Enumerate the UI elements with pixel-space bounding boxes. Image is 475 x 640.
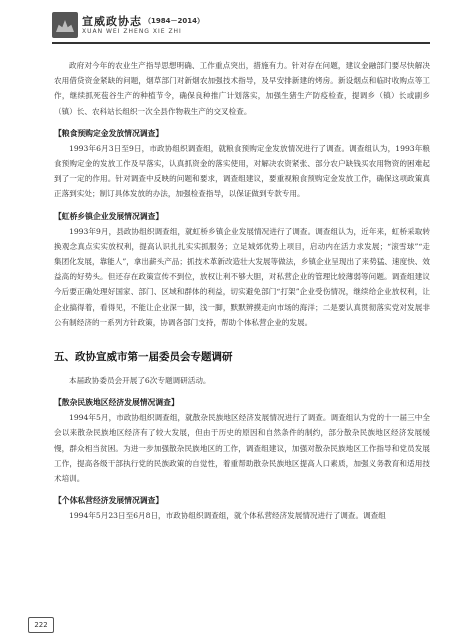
page-body [54, 58, 430, 523]
header-rule [52, 42, 430, 44]
section-body-ethnic-economy: 1994年5月，市政协组织调查组，就散杂民族地区经济发展情况进行了调查。调查组认为党的十一届三中全会以来散杂民族地区经济有了较大发展，但由于历史的原因和自然条件的制约，部分散杂民族地区经济发展缓慢，群众相当贫困。为进一步加强散杂民族地区的工作，调查组建议，加强对散杂民族地区工作指导和党员发展工作，提高各级干部执行党的民族政策的自觉性，着重帮助散杂民族地区提高人口素质，加强义务教育和适用技术培训。 [54, 413, 430, 484]
section-title-private-economy: 【个体私营经济发展情况调查】 [54, 496, 164, 506]
section-body-hongqiao-enterprise: 1993年9月，县政协组织调查组，就虹桥乡镇企业发展情况进行了调查。调查组认为，近年来，虹桥采取转换观念真点实实放权利，提高认识扎扎实实抓服务；立足城郊优势上项目，启动内在活力求发展；“滚雪球”“走集团化发展，靠能人”，拿出薪头产品；抓技术革新改造壮大发展等做法，乡镇企业呈现出了来势猛、速度快、效益高的好势头。但还存在政策宣传不到位，放权让利不够大胆，对私营企业的管理比较薄弱等问题。调查组建议今后要正确处理好国家、部门、区域和群体的利益，切实避免部门“打架”企业受伤情况，继续给企业放权利，让企业搞得着，看得见，不能让企业深一脚，浅一脚，默默辨摸走向市场的海洋；二是要认真贯彻落实党对发展非公有制经济的一系列方针政策，协调各部门支持，帮助个体私营企业的发展。 [54, 226, 430, 327]
page-number: 222 [28, 617, 54, 633]
book-years: （1984－2014） [144, 17, 204, 25]
chapter-intro: 本届政协委员会开展了6次专题调研活动。 [69, 376, 211, 386]
book-pinyin: XUAN WEI ZHENG XIE ZHI [82, 28, 182, 35]
book-title: 宣威政协志 [82, 15, 142, 28]
cppcc-emblem-icon [52, 12, 78, 38]
intro-paragraph: 政府对今年的农业生产指导思想明确、工作重点突出，措施有力。针对存在问题，建议金融部门要尽快解决农用借贷资金紧缺的问题，烟草部门对新烟农加强技术指导，及早安排新建的烤房。新设烟点和临时收购点等工作，继续抓死苞谷生产的种植节令，确保良种推广计划落实，加强生猪生产防疫检查，提调乡（镇）长或副乡（镇）长、农科站长组织一次全县作物栽生产的交叉检查。 [54, 61, 430, 116]
section-title-grain-deposit: 【粮食预购定金发放情况调查】 [54, 128, 164, 138]
section-title-ethnic-economy: 【散杂民族地区经济发展情况调查】 [54, 398, 179, 408]
section-body-private-economy: 1994年5月23日至6月8日，市政协组织调查组，就个体私营经济发展情况进行了调查。调查组 [69, 511, 386, 521]
section-title-hongqiao-enterprise: 【虹桥乡镇企业发展情况调查】 [54, 211, 164, 221]
chapter-title: 五、政协宣威市第一届委员会专题调研 [54, 351, 233, 364]
page-header [52, 12, 430, 46]
section-body-grain-deposit: 1993年6月3日至9日，市政协组织调查组，就粮食预购定金发放情况进行了调查。调查组认为，1993年粮食预购定金的发放工作及早落实，认真抓资金的落实使用，对解决农资紧张、部分农户缺钱买农用物资的困难起到了一定的作用。针对调查中反映的问题和要求，调查组建议，要重视粮食预购定金发放工作，确保这项政策真正落到实处；制订具体发放的办法，加强检查指导，以保证做到专款专用。 [54, 143, 430, 199]
